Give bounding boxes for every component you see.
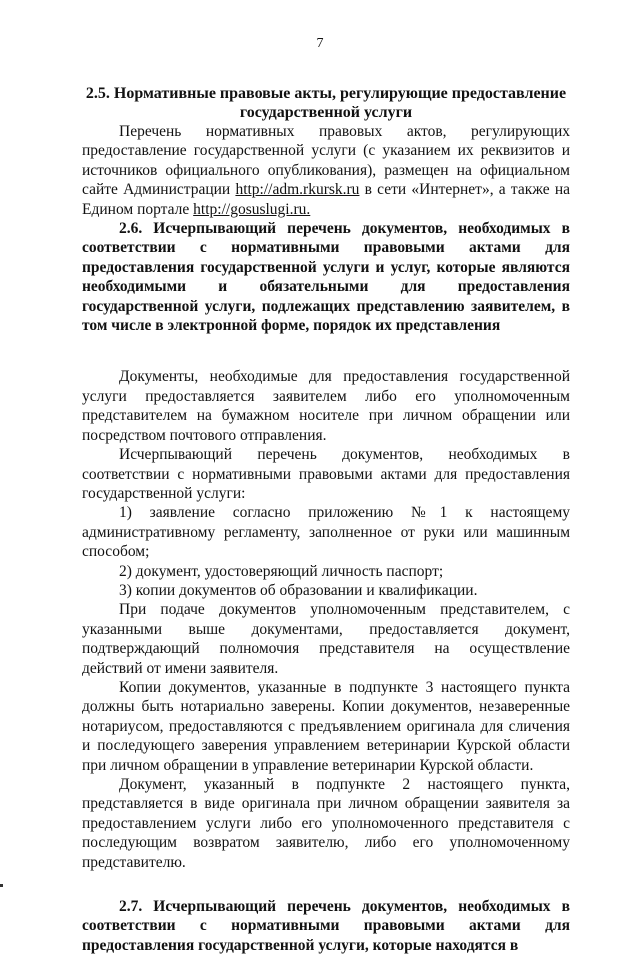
section-2-5-text-middle: в сети «Интернет», а также на Едином портале (82, 181, 570, 218)
scan-mark (0, 884, 3, 887)
section-2-6-heading: 2.6. Исчерпывающий перечень документов, необходимых в соответствии с нормативными правовыми актами для предоставления государственной услуги и услуг, которые являются необходимыми и обязательными для предоставления государственной услуги, подлежащих представлению заявителем, в том числе в электронной форме, порядок их представления (82, 220, 570, 335)
page-number: 7 (316, 36, 324, 51)
adm-rkursk-link[interactable]: http://adm.rkursk.ru (235, 181, 360, 199)
section-2-6-paragraph: Документ, указанный в подпункте 2 настоящего пункта, представляется в виде оригинала при личном обращении заявителя за предоставлением услуги либо его уполномоченного представителя с последующим возвратом заявителю, либо его уполномоченному представителю. (82, 776, 570, 871)
spacer (82, 335, 570, 367)
section-2-6-paragraph: При подаче документов уполномоченным представителем, с указанными выше документами, предоставляется документ, подтверждающий полномочия представителя на осуществление действий от имени заявителя. (82, 601, 570, 677)
section-2-7-heading: 2.7. Исчерпывающий перечень документов, необходимых в соответствии с нормативными правовыми актами для предоставления государственной услуги, которые находятся в (82, 898, 570, 954)
section-2-5-text-start: Перечень нормативных правовых актов, регулирующих предоставление государственной услуги (с указанием их реквизитов и источников официального опубликования), размещен на официальном сайте Администрации (82, 123, 570, 199)
document-list-item: 1) заявление согласно приложению №1 к настоящему административному регламенту, заполненное от руки или машинным способом; (82, 504, 570, 561)
section-2-6-paragraph: Документы, необходимые для предоставления государственной услуги предоставляется заявителем либо его уполномоченным представителем на бумажном носителе при личном обращении или посредством почтового отправления. (82, 368, 570, 444)
document-list-item: 2) документ, удостоверяющий личность паспорт; (119, 562, 444, 580)
document-body (82, 84, 570, 955)
spacer (82, 872, 570, 897)
section-2-6-paragraph: Копии документов, указанные в подпункте 3 настоящего пункта должны быть нотариально заверены. Копии документов, незаверенные нотариусом, предоставляются с предъявлением оригинала для сличения и последующего заверения управлением ветеринарии Курской области при личном обращении в управление ветеринарии Курской области. (82, 678, 570, 774)
document-list-item: 3) копии документов об образовании и квалификации. (119, 581, 478, 599)
gosuslugi-link[interactable]: http://gosuslugi.ru. (193, 200, 311, 218)
section-2-5-heading: 2.5. Нормативные правовые акты, регулирующие предоставление государственной услуги (85, 85, 567, 121)
section-2-6-paragraph: Исчерпывающий перечень документов, необходимых в соответствии с нормативными правовыми актами для предоставления государственной услуги: (82, 446, 570, 502)
section-2-5-paragraph (82, 122, 570, 219)
